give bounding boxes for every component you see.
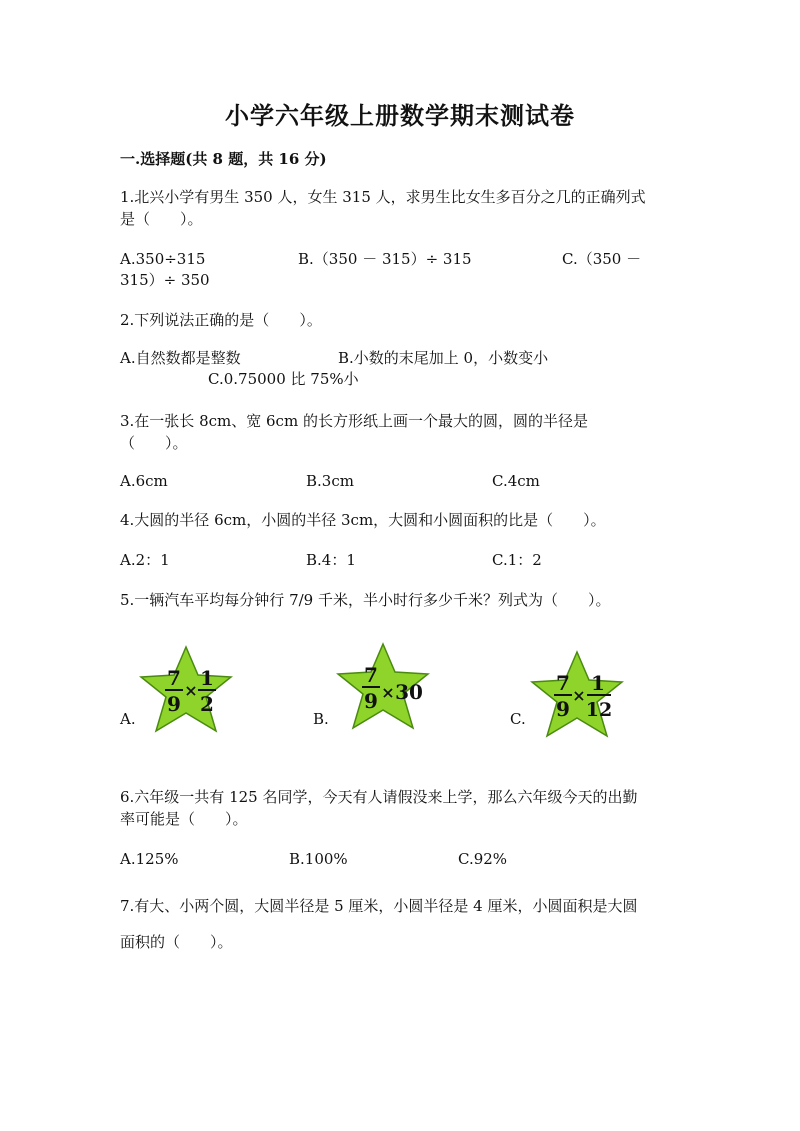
question-1-line-1: 1.北兴小学有男生 350 人，女生 315 人，求男生比女生多百分之几的正确列式 bbox=[120, 188, 646, 206]
star-a-numerator: 7 bbox=[167, 666, 181, 690]
question-6 bbox=[120, 786, 680, 830]
question-1-option-b: B.（350 － 315）÷ 315 bbox=[298, 250, 472, 268]
star-a-denominator-2: 2 bbox=[200, 692, 214, 716]
star-option-c-image bbox=[527, 650, 627, 740]
star-c-numerator: 7 bbox=[556, 671, 570, 695]
question-5-option-a: A. bbox=[120, 710, 136, 728]
question-3-line-1: 3.在一张长 8cm、宽 6cm 的长方形纸上画一个最大的圆，圆的半径是 bbox=[120, 412, 588, 430]
question-4-option-a: A.2：1 bbox=[120, 551, 170, 569]
question-5-option-b: B. bbox=[313, 710, 329, 728]
star-b-svg bbox=[333, 642, 433, 732]
star-a-svg bbox=[136, 645, 236, 735]
question-7-line-2: 面积的（ ）。 bbox=[120, 933, 233, 951]
star-c-times: × bbox=[572, 686, 586, 705]
question-5-text: 5.一辆汽车平均每分钟行 7/9 千米，半小时行多少千米？列式为（ ）。 bbox=[120, 591, 611, 609]
question-1-option-c-line-2: 315）÷ 350 bbox=[120, 271, 210, 289]
section-heading: 一.选择题(共 8 题，共 16 分) bbox=[120, 150, 327, 168]
question-6-line-2: 率可能是（ ）。 bbox=[120, 810, 248, 828]
question-2-option-a: A.自然数都是整数 bbox=[120, 349, 241, 367]
question-3-line-2: （ ）。 bbox=[120, 434, 188, 452]
page-title: 小学六年级上册数学期末测试卷 bbox=[225, 101, 575, 130]
question-3-option-c: C.4cm bbox=[492, 472, 540, 490]
question-7 bbox=[120, 888, 680, 960]
question-4-text: 4.大圆的半径 6cm，小圆的半径 3cm，大圆和小圆面积的比是（ ）。 bbox=[120, 511, 606, 529]
question-5-option-c: C. bbox=[510, 710, 526, 728]
star-c-denominator: 9 bbox=[556, 697, 570, 721]
question-2 bbox=[120, 309, 680, 331]
question-4-option-b: B.4：1 bbox=[306, 551, 356, 569]
question-5 bbox=[120, 589, 680, 611]
question-1-option-c-line-1: C.（350 － bbox=[562, 250, 642, 268]
star-a-numerator-2: 1 bbox=[200, 666, 214, 690]
star-option-a-image bbox=[136, 645, 236, 735]
question-6-option-c: C.92% bbox=[458, 850, 508, 868]
star-a-denominator: 9 bbox=[167, 692, 181, 716]
star-c-denominator-2: 12 bbox=[585, 699, 613, 721]
question-6-option-b: B.100% bbox=[289, 850, 348, 868]
question-1-option-a: A.350÷315 bbox=[120, 250, 206, 268]
star-c-svg bbox=[527, 650, 627, 740]
question-2-option-b: B.小数的末尾加上 0，小数变小 bbox=[338, 349, 549, 367]
question-1 bbox=[120, 186, 680, 230]
question-2-text: 2.下列说法正确的是（ ）。 bbox=[120, 311, 322, 329]
star-c-numerator-2: 1 bbox=[591, 671, 605, 695]
question-2-option-c: C.0.75000 比 75%小 bbox=[208, 370, 359, 388]
question-3-option-a: A.6cm bbox=[120, 472, 168, 490]
star-b-times: × bbox=[381, 683, 395, 702]
question-1-line-2: 是（ ）。 bbox=[120, 210, 203, 228]
question-7-line-1: 7.有大、小两个圆，大圆半径是 5 厘米，小圆半径是 4 厘米，小圆面积是大圆 bbox=[120, 897, 638, 915]
question-3 bbox=[120, 410, 680, 454]
question-4-option-c: C.1：2 bbox=[492, 551, 542, 569]
question-6-option-a: A.125% bbox=[120, 850, 179, 868]
question-6-line-1: 6.六年级一共有 125 名同学，今天有人请假没来上学，那么六年级今天的出勤 bbox=[120, 788, 638, 806]
star-b-factor: 30 bbox=[395, 680, 423, 704]
star-option-b-image bbox=[333, 642, 433, 732]
question-4 bbox=[120, 509, 680, 531]
star-b-numerator: 7 bbox=[364, 663, 378, 687]
question-3-option-b: B.3cm bbox=[306, 472, 354, 490]
star-b-denominator: 9 bbox=[364, 689, 378, 713]
star-a-times: × bbox=[184, 681, 198, 700]
